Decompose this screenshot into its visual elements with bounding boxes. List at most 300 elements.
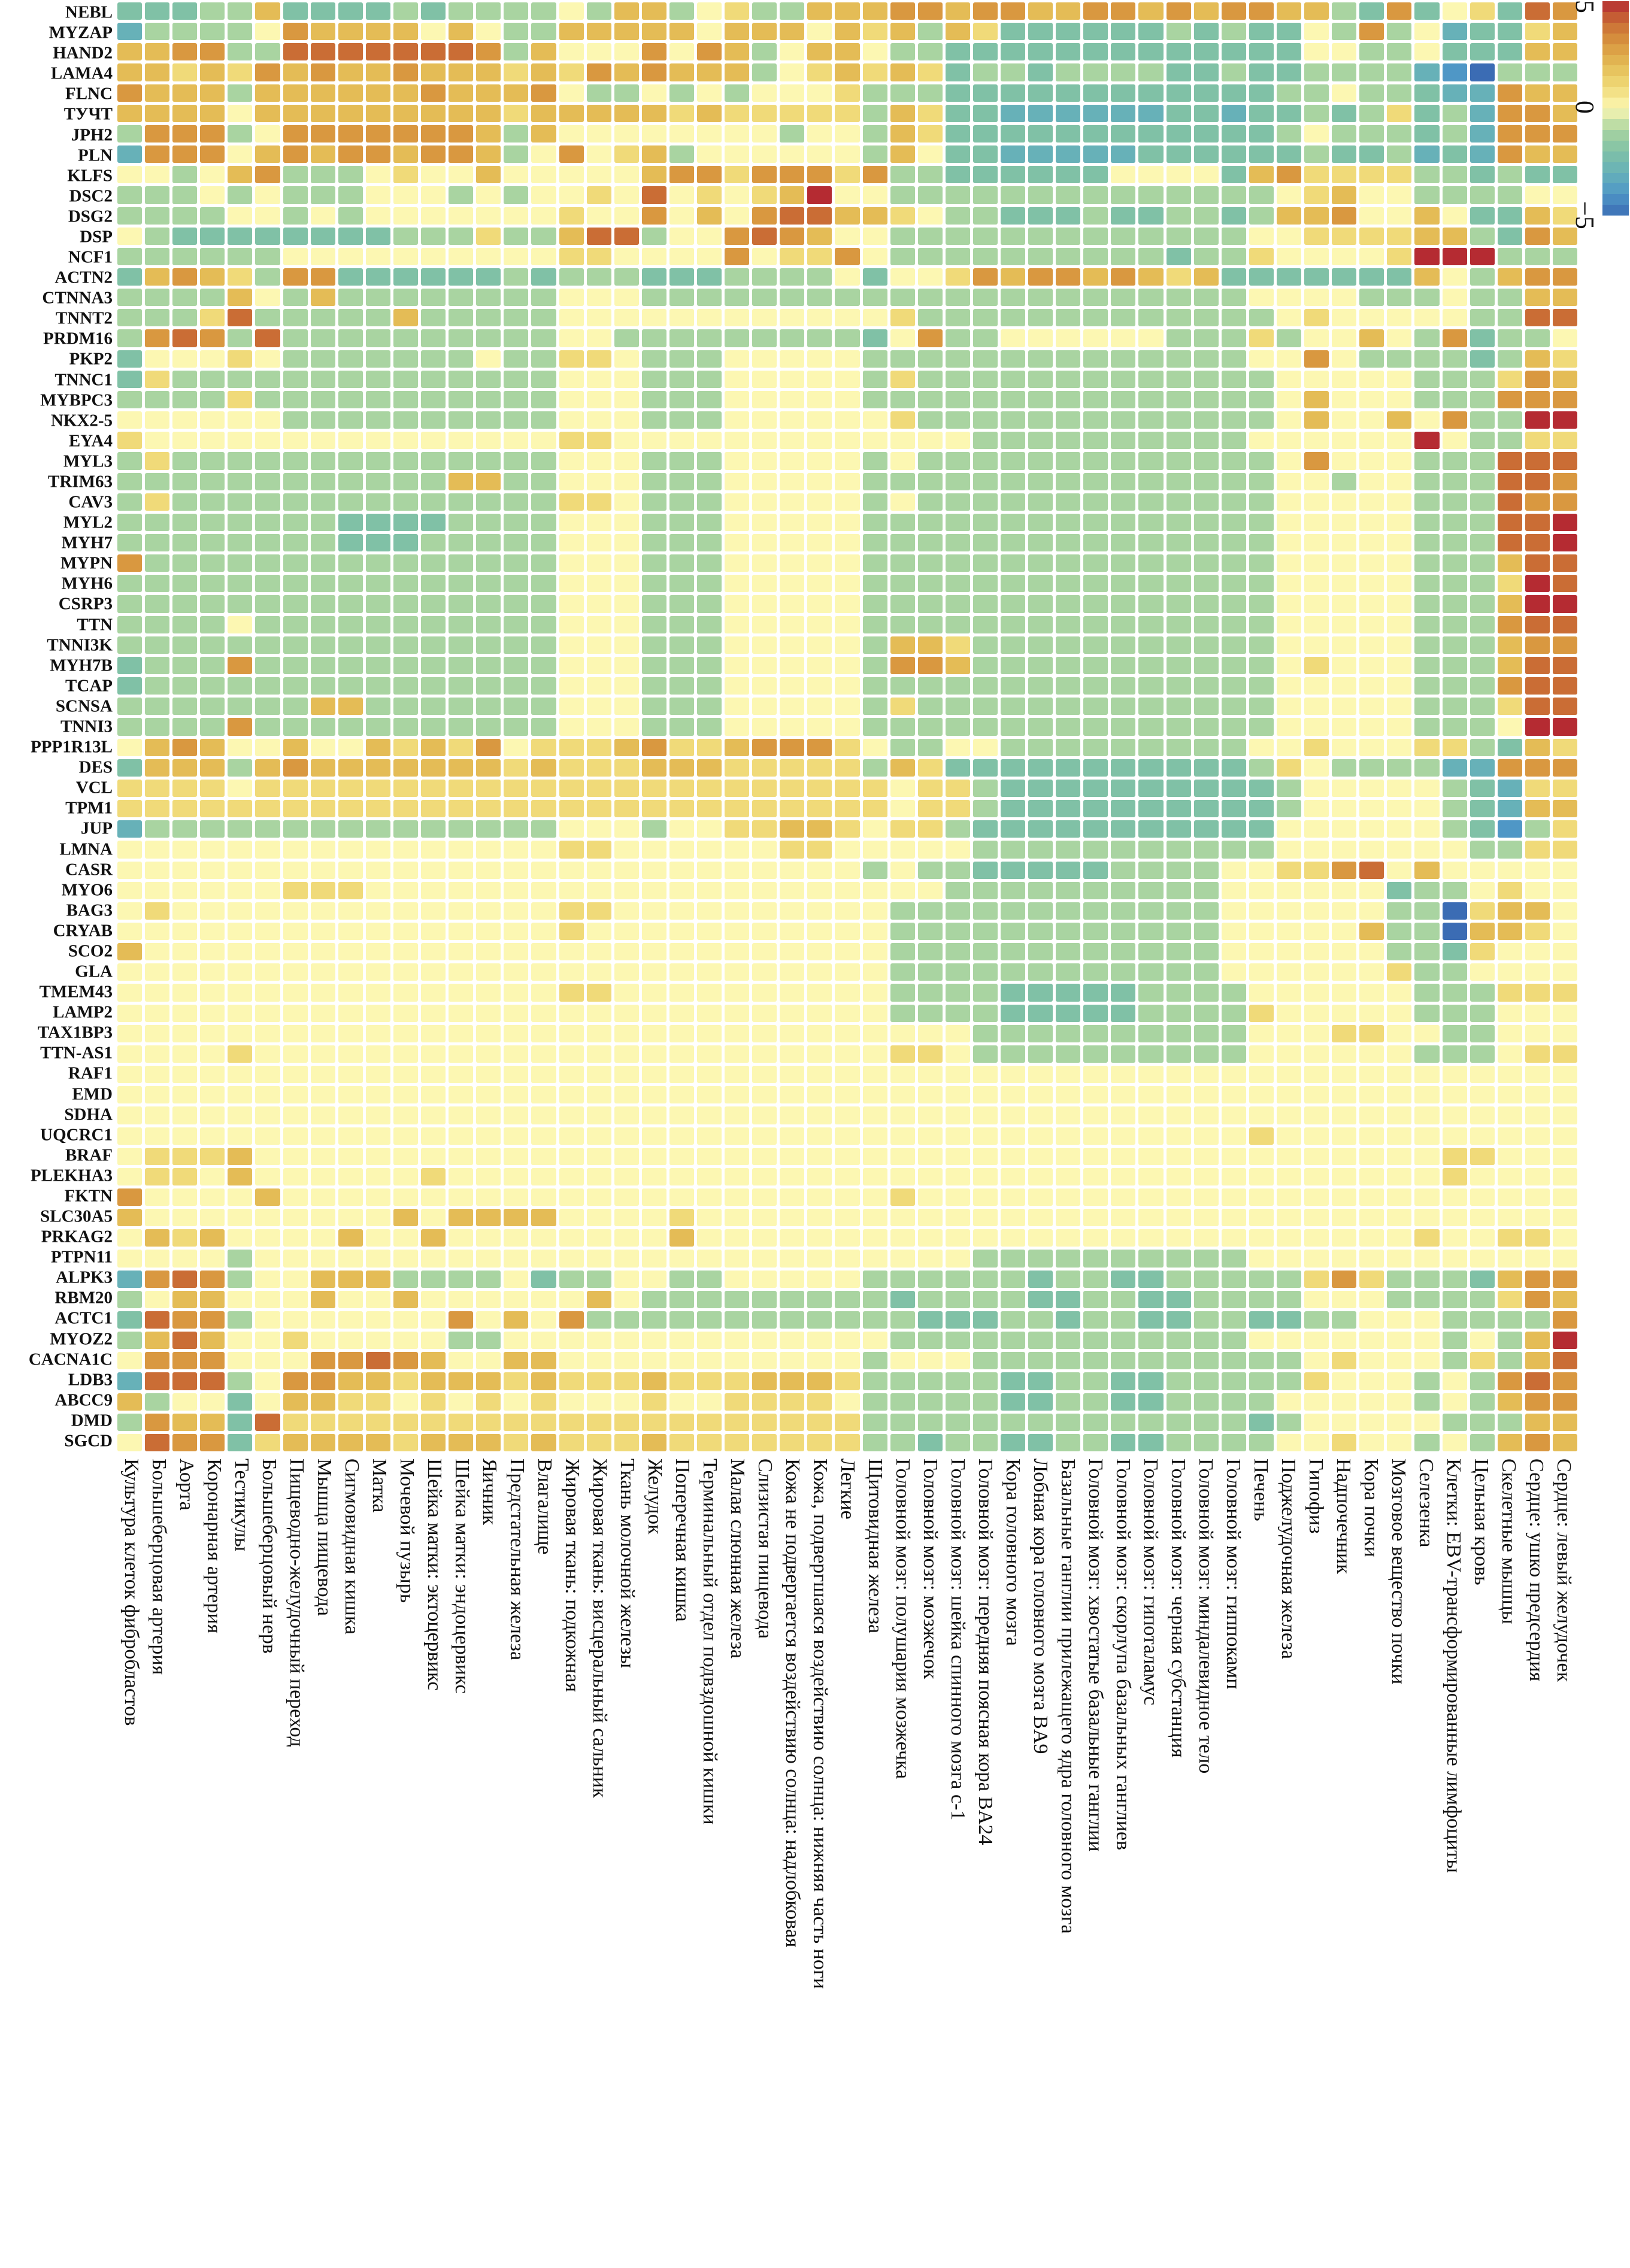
heatmap-cell (1470, 718, 1495, 735)
heatmap-cell (1553, 1045, 1577, 1063)
heatmap-cell (421, 473, 446, 490)
heatmap-cell (1332, 820, 1356, 838)
heatmap-cell (1332, 1229, 1356, 1247)
heatmap-cell (117, 452, 142, 469)
heatmap-cell (973, 759, 998, 777)
heatmap-cell (1414, 145, 1439, 163)
heatmap-cell (1443, 595, 1467, 613)
heatmap-cell (117, 902, 142, 920)
heatmap-cell (863, 1168, 887, 1185)
heatmap-cell (1414, 228, 1439, 245)
heatmap-cell (311, 452, 335, 469)
heatmap-cell (1194, 943, 1219, 960)
heatmap-cell (1001, 1414, 1025, 1431)
heatmap-cell (200, 411, 225, 429)
heatmap-cell (725, 1168, 749, 1185)
heatmap-cell (255, 289, 280, 306)
heatmap-cell (531, 636, 556, 654)
heatmap-cell (1249, 820, 1274, 838)
heatmap-cell (228, 268, 252, 286)
heatmap-cell (504, 452, 528, 469)
heatmap-cell (973, 554, 998, 572)
heatmap-cell (421, 943, 446, 960)
heatmap-cell (1083, 943, 1108, 960)
heatmap-cell (1414, 984, 1439, 1001)
heatmap-cell (1083, 268, 1108, 286)
tissue-label: Предстательная железа (506, 1459, 528, 1661)
heatmap-cell (890, 63, 915, 81)
heatmap-cell (449, 1291, 473, 1308)
heatmap-cell (117, 1025, 142, 1042)
heatmap-cell (946, 902, 970, 920)
heatmap-cell (531, 166, 556, 183)
heatmap-cell (1359, 554, 1384, 572)
heatmap-cell (1249, 411, 1274, 429)
heatmap-cell (1498, 1372, 1522, 1390)
heatmap-cell (1332, 1250, 1356, 1267)
heatmap-cell (642, 923, 666, 940)
heatmap-cell (587, 186, 611, 204)
heatmap-cell (1138, 1372, 1163, 1390)
gene-label: DMD (71, 1411, 113, 1430)
heatmap-cell (918, 963, 943, 981)
heatmap-cell (946, 350, 970, 368)
heatmap-cell (228, 411, 252, 429)
heatmap-cell (973, 2, 998, 20)
heatmap-cell (1277, 371, 1301, 388)
heatmap-cell (1525, 371, 1550, 388)
heatmap-cell (1222, 800, 1246, 817)
heatmap-cell (1194, 1025, 1219, 1042)
heatmap-cell (172, 514, 197, 531)
heatmap-cell (1138, 228, 1163, 245)
heatmap-cell (228, 166, 252, 183)
heatmap-cell (780, 493, 804, 511)
heatmap-cell (697, 391, 722, 408)
heatmap-cell (531, 616, 556, 633)
heatmap-cell (1498, 268, 1522, 286)
heatmap-cell (1194, 166, 1219, 183)
heatmap-cell (780, 145, 804, 163)
tissue-label: Жировая ткань: висцеральный сальник (589, 1459, 611, 1798)
heatmap-cell (255, 493, 280, 511)
heatmap-cell (1304, 1393, 1329, 1411)
heatmap-cell (145, 268, 169, 286)
heatmap-cell (1194, 780, 1219, 797)
heatmap-cell (283, 1332, 308, 1349)
heatmap-cell (366, 780, 390, 797)
heatmap-cell (863, 1372, 887, 1390)
heatmap-cell (807, 1372, 832, 1390)
heatmap-cell (642, 739, 666, 756)
heatmap-cell (559, 1434, 584, 1451)
heatmap-cell (807, 616, 832, 633)
heatmap-cell (918, 391, 943, 408)
heatmap-cell (1304, 207, 1329, 225)
heatmap-cell (1498, 1271, 1522, 1288)
heatmap-cell (1414, 1393, 1439, 1411)
heatmap-cell (145, 432, 169, 449)
heatmap-cell (752, 882, 777, 899)
heatmap-cell (807, 493, 832, 511)
heatmap-cell (642, 595, 666, 613)
heatmap-cell (1387, 207, 1411, 225)
heatmap-cell (1222, 534, 1246, 551)
heatmap-cell (1525, 902, 1550, 920)
heatmap-cell (117, 554, 142, 572)
gene-label: CASR (65, 860, 113, 880)
heatmap-cell (117, 1106, 142, 1124)
heatmap-cell (780, 289, 804, 306)
heatmap-cell (1304, 1372, 1329, 1390)
heatmap-cell (1443, 739, 1467, 756)
heatmap-cell (1387, 84, 1411, 102)
heatmap-cell (1359, 391, 1384, 408)
heatmap-cell (531, 473, 556, 490)
heatmap-cell (449, 862, 473, 879)
heatmap-cell (669, 1168, 694, 1185)
heatmap-cell (1277, 636, 1301, 654)
heatmap-cell (393, 84, 418, 102)
heatmap-cell (1167, 166, 1191, 183)
heatmap-cell (780, 1311, 804, 1329)
heatmap-cell (642, 145, 666, 163)
heatmap-cell (531, 1209, 556, 1226)
heatmap-cell (1443, 1250, 1467, 1267)
heatmap-cell (1498, 963, 1522, 981)
heatmap-cell (228, 391, 252, 408)
heatmap-cell (255, 902, 280, 920)
heatmap-cell (1498, 616, 1522, 633)
heatmap-cell (807, 1332, 832, 1349)
heatmap-cell (669, 207, 694, 225)
heatmap-cell (200, 350, 225, 368)
heatmap-cell (1553, 882, 1577, 899)
heatmap-cell (807, 595, 832, 613)
heatmap-cell (752, 780, 777, 797)
heatmap-cell (1167, 1127, 1191, 1145)
heatmap-cell (1138, 1393, 1163, 1411)
heatmap-cell (1359, 534, 1384, 551)
heatmap-cell (1525, 514, 1550, 531)
heatmap-cell (725, 432, 749, 449)
heatmap-cell (1138, 534, 1163, 551)
heatmap-cell (200, 657, 225, 674)
heatmap-cell (311, 1025, 335, 1042)
heatmap-cell (476, 125, 501, 142)
heatmap-cell (1222, 391, 1246, 408)
heatmap-cell (807, 105, 832, 122)
heatmap-cell (172, 800, 197, 817)
heatmap-cell (1359, 1168, 1384, 1185)
heatmap-cell (255, 125, 280, 142)
heatmap-cell (1249, 1434, 1274, 1451)
heatmap-cell (863, 1393, 887, 1411)
heatmap-cell (1249, 452, 1274, 469)
heatmap-cell (780, 1066, 804, 1083)
heatmap-cell (1083, 841, 1108, 858)
heatmap-cell (1167, 63, 1191, 81)
heatmap-cell (1277, 1271, 1301, 1288)
heatmap-cell (559, 1148, 584, 1165)
heatmap-cell (1470, 800, 1495, 817)
heatmap-cell (1028, 820, 1053, 838)
heatmap-cell (531, 534, 556, 551)
heatmap-cell (918, 23, 943, 40)
heatmap-cell (421, 1332, 446, 1349)
heatmap-cell (863, 1045, 887, 1063)
heatmap-cell (918, 268, 943, 286)
heatmap-cell (476, 616, 501, 633)
heatmap-cell (366, 575, 390, 592)
heatmap-cell (1138, 493, 1163, 511)
heatmap-cell (338, 145, 363, 163)
heatmap-cell (614, 1291, 639, 1308)
heatmap-cell (393, 657, 418, 674)
heatmap-cell (1553, 84, 1577, 102)
heatmap-cell (1498, 1352, 1522, 1369)
heatmap-cell (255, 1271, 280, 1288)
heatmap-cell (973, 1291, 998, 1308)
heatmap-cell (697, 309, 722, 326)
tissue-label: Коронарная артерия (203, 1459, 225, 1634)
heatmap-cell (1470, 677, 1495, 695)
heatmap-cell (255, 1311, 280, 1329)
heatmap-cell (1167, 800, 1191, 817)
heatmap-cell (559, 595, 584, 613)
heatmap-cell (255, 1086, 280, 1103)
heatmap-cell (1167, 1066, 1191, 1083)
heatmap-cell (669, 677, 694, 695)
heatmap-cell (559, 554, 584, 572)
heatmap-cell (449, 207, 473, 225)
heatmap-cell (283, 882, 308, 899)
heatmap-cell (1498, 882, 1522, 899)
heatmap-cell (283, 820, 308, 838)
heatmap-cell (255, 820, 280, 838)
heatmap-cell (1222, 1148, 1246, 1165)
heatmap-cell (1277, 248, 1301, 265)
heatmap-cell (1304, 329, 1329, 347)
heatmap-cell (1414, 248, 1439, 265)
heatmap-cell (311, 63, 335, 81)
heatmap-cell (255, 207, 280, 225)
heatmap-cell (1083, 759, 1108, 777)
heatmap-cell (946, 575, 970, 592)
heatmap-cell (807, 63, 832, 81)
heatmap-cell (1167, 1414, 1191, 1431)
heatmap-cell (725, 677, 749, 695)
heatmap-cell (1470, 493, 1495, 511)
heatmap-cell (1194, 1434, 1219, 1451)
heatmap-cell (559, 248, 584, 265)
heatmap-cell (559, 984, 584, 1001)
heatmap-cell (1138, 289, 1163, 306)
heatmap-cell (697, 105, 722, 122)
tissue-label: Головной мозг: черная субстанция (1167, 1459, 1189, 1758)
heatmap-cell (1277, 1209, 1301, 1226)
heatmap-cell (1470, 166, 1495, 183)
heatmap-cell (642, 882, 666, 899)
heatmap-cell (172, 84, 197, 102)
heatmap-cell (1414, 1188, 1439, 1206)
heatmap-cell (669, 23, 694, 40)
heatmap-cell (1304, 902, 1329, 920)
heatmap-cell (1056, 1025, 1080, 1042)
heatmap-cell (587, 473, 611, 490)
heatmap-cell (338, 84, 363, 102)
heatmap-cell (752, 657, 777, 674)
heatmap-cell (973, 780, 998, 797)
heatmap-cell (614, 63, 639, 81)
heatmap-cell (1277, 1127, 1301, 1145)
heatmap-cell (725, 554, 749, 572)
heatmap-cell (1470, 575, 1495, 592)
heatmap-cell (1111, 125, 1135, 142)
heatmap-cell (1138, 432, 1163, 449)
heatmap-cell (504, 780, 528, 797)
heatmap-cell (1138, 759, 1163, 777)
heatmap-cell (1470, 1311, 1495, 1329)
heatmap-cell (531, 575, 556, 592)
heatmap-cell (1028, 677, 1053, 695)
heatmap-cell (587, 595, 611, 613)
heatmap-cell (283, 2, 308, 20)
heatmap-cell (1111, 411, 1135, 429)
heatmap-cell (1387, 1332, 1411, 1349)
heatmap-cell (1443, 63, 1467, 81)
heatmap-cell (1304, 125, 1329, 142)
heatmap-cell (1553, 575, 1577, 592)
tissue-label: Тестикулы (231, 1459, 253, 1551)
heatmap-cell (1332, 657, 1356, 674)
heatmap-cell (973, 616, 998, 633)
heatmap-cell (476, 248, 501, 265)
heatmap-cell (1111, 1250, 1135, 1267)
heatmap-cell (835, 1372, 859, 1390)
heatmap-cell (311, 943, 335, 960)
heatmap-cell (1194, 473, 1219, 490)
heatmap-cell (117, 1271, 142, 1288)
heatmap-cell (1056, 923, 1080, 940)
heatmap-cell (1443, 677, 1467, 695)
heatmap-cell (145, 1209, 169, 1226)
heatmap-cell (1387, 186, 1411, 204)
heatmap-cell (504, 166, 528, 183)
heatmap-cell (1222, 1414, 1246, 1431)
heatmap-cell (1083, 575, 1108, 592)
heatmap-cell (1111, 636, 1135, 654)
heatmap-cell (614, 882, 639, 899)
heatmap-cell (1249, 882, 1274, 899)
heatmap-cell (1194, 1352, 1219, 1369)
heatmap-cell (587, 411, 611, 429)
heatmap-cell (614, 23, 639, 40)
heatmap-cell (338, 780, 363, 797)
heatmap-cell (780, 43, 804, 60)
heatmap-cell (669, 575, 694, 592)
heatmap-cell (807, 268, 832, 286)
heatmap-cell (1359, 677, 1384, 695)
heatmap-cell (559, 268, 584, 286)
heatmap-cell (752, 248, 777, 265)
heatmap-cell (255, 1188, 280, 1206)
heatmap-cell (973, 125, 998, 142)
heatmap-cell (1138, 1188, 1163, 1206)
heatmap-cell (366, 677, 390, 695)
heatmap-cell (1056, 554, 1080, 572)
heatmap-cell (642, 166, 666, 183)
heatmap-cell (531, 1311, 556, 1329)
heatmap-cell (1525, 207, 1550, 225)
heatmap-cell (283, 943, 308, 960)
heatmap-cell (1028, 43, 1053, 60)
heatmap-cell (1277, 780, 1301, 797)
heatmap-cell (200, 820, 225, 838)
heatmap-cell (614, 207, 639, 225)
heatmap-cell (614, 759, 639, 777)
heatmap-cell (1249, 739, 1274, 756)
heatmap-cell (421, 534, 446, 551)
heatmap-cell (1083, 2, 1108, 20)
heatmap-cell (449, 780, 473, 797)
heatmap-cell (1194, 963, 1219, 981)
heatmap-cell (614, 125, 639, 142)
heatmap-cell (1056, 268, 1080, 286)
heatmap-cell (1249, 1352, 1274, 1369)
heatmap-cell (283, 23, 308, 40)
heatmap-cell (697, 800, 722, 817)
heatmap-cell (476, 882, 501, 899)
heatmap-cell (890, 554, 915, 572)
heatmap-cell (1056, 902, 1080, 920)
heatmap-cell (918, 473, 943, 490)
heatmap-cell (338, 228, 363, 245)
heatmap-cell (559, 1271, 584, 1288)
heatmap-cell (697, 616, 722, 633)
heatmap-cell (311, 1005, 335, 1022)
heatmap-cell (1167, 248, 1191, 265)
heatmap-cell (421, 145, 446, 163)
heatmap-cell (1167, 1372, 1191, 1390)
heatmap-cell (835, 1209, 859, 1226)
heatmap-cell (642, 1250, 666, 1267)
heatmap-cell (1111, 23, 1135, 40)
heatmap-cell (145, 309, 169, 326)
heatmap-cell (1414, 882, 1439, 899)
heatmap-cell (476, 862, 501, 879)
heatmap-cell (1028, 963, 1053, 981)
heatmap-cell (697, 862, 722, 879)
heatmap-cell (1138, 882, 1163, 899)
heatmap-cell (642, 841, 666, 858)
heatmap-cell (338, 554, 363, 572)
heatmap-cell (614, 228, 639, 245)
heatmap-cell (228, 2, 252, 20)
heatmap-cell (642, 1352, 666, 1369)
heatmap-cell (366, 23, 390, 40)
heatmap-cell (449, 677, 473, 695)
heatmap-cell (1138, 657, 1163, 674)
colorbar-segment (1602, 130, 1629, 141)
heatmap-cell (669, 759, 694, 777)
heatmap-cell (1525, 677, 1550, 695)
heatmap-cell (1277, 514, 1301, 531)
heatmap-cell (1001, 1332, 1025, 1349)
heatmap-cell (421, 350, 446, 368)
heatmap-cell (1083, 1127, 1108, 1145)
heatmap-cell (807, 902, 832, 920)
